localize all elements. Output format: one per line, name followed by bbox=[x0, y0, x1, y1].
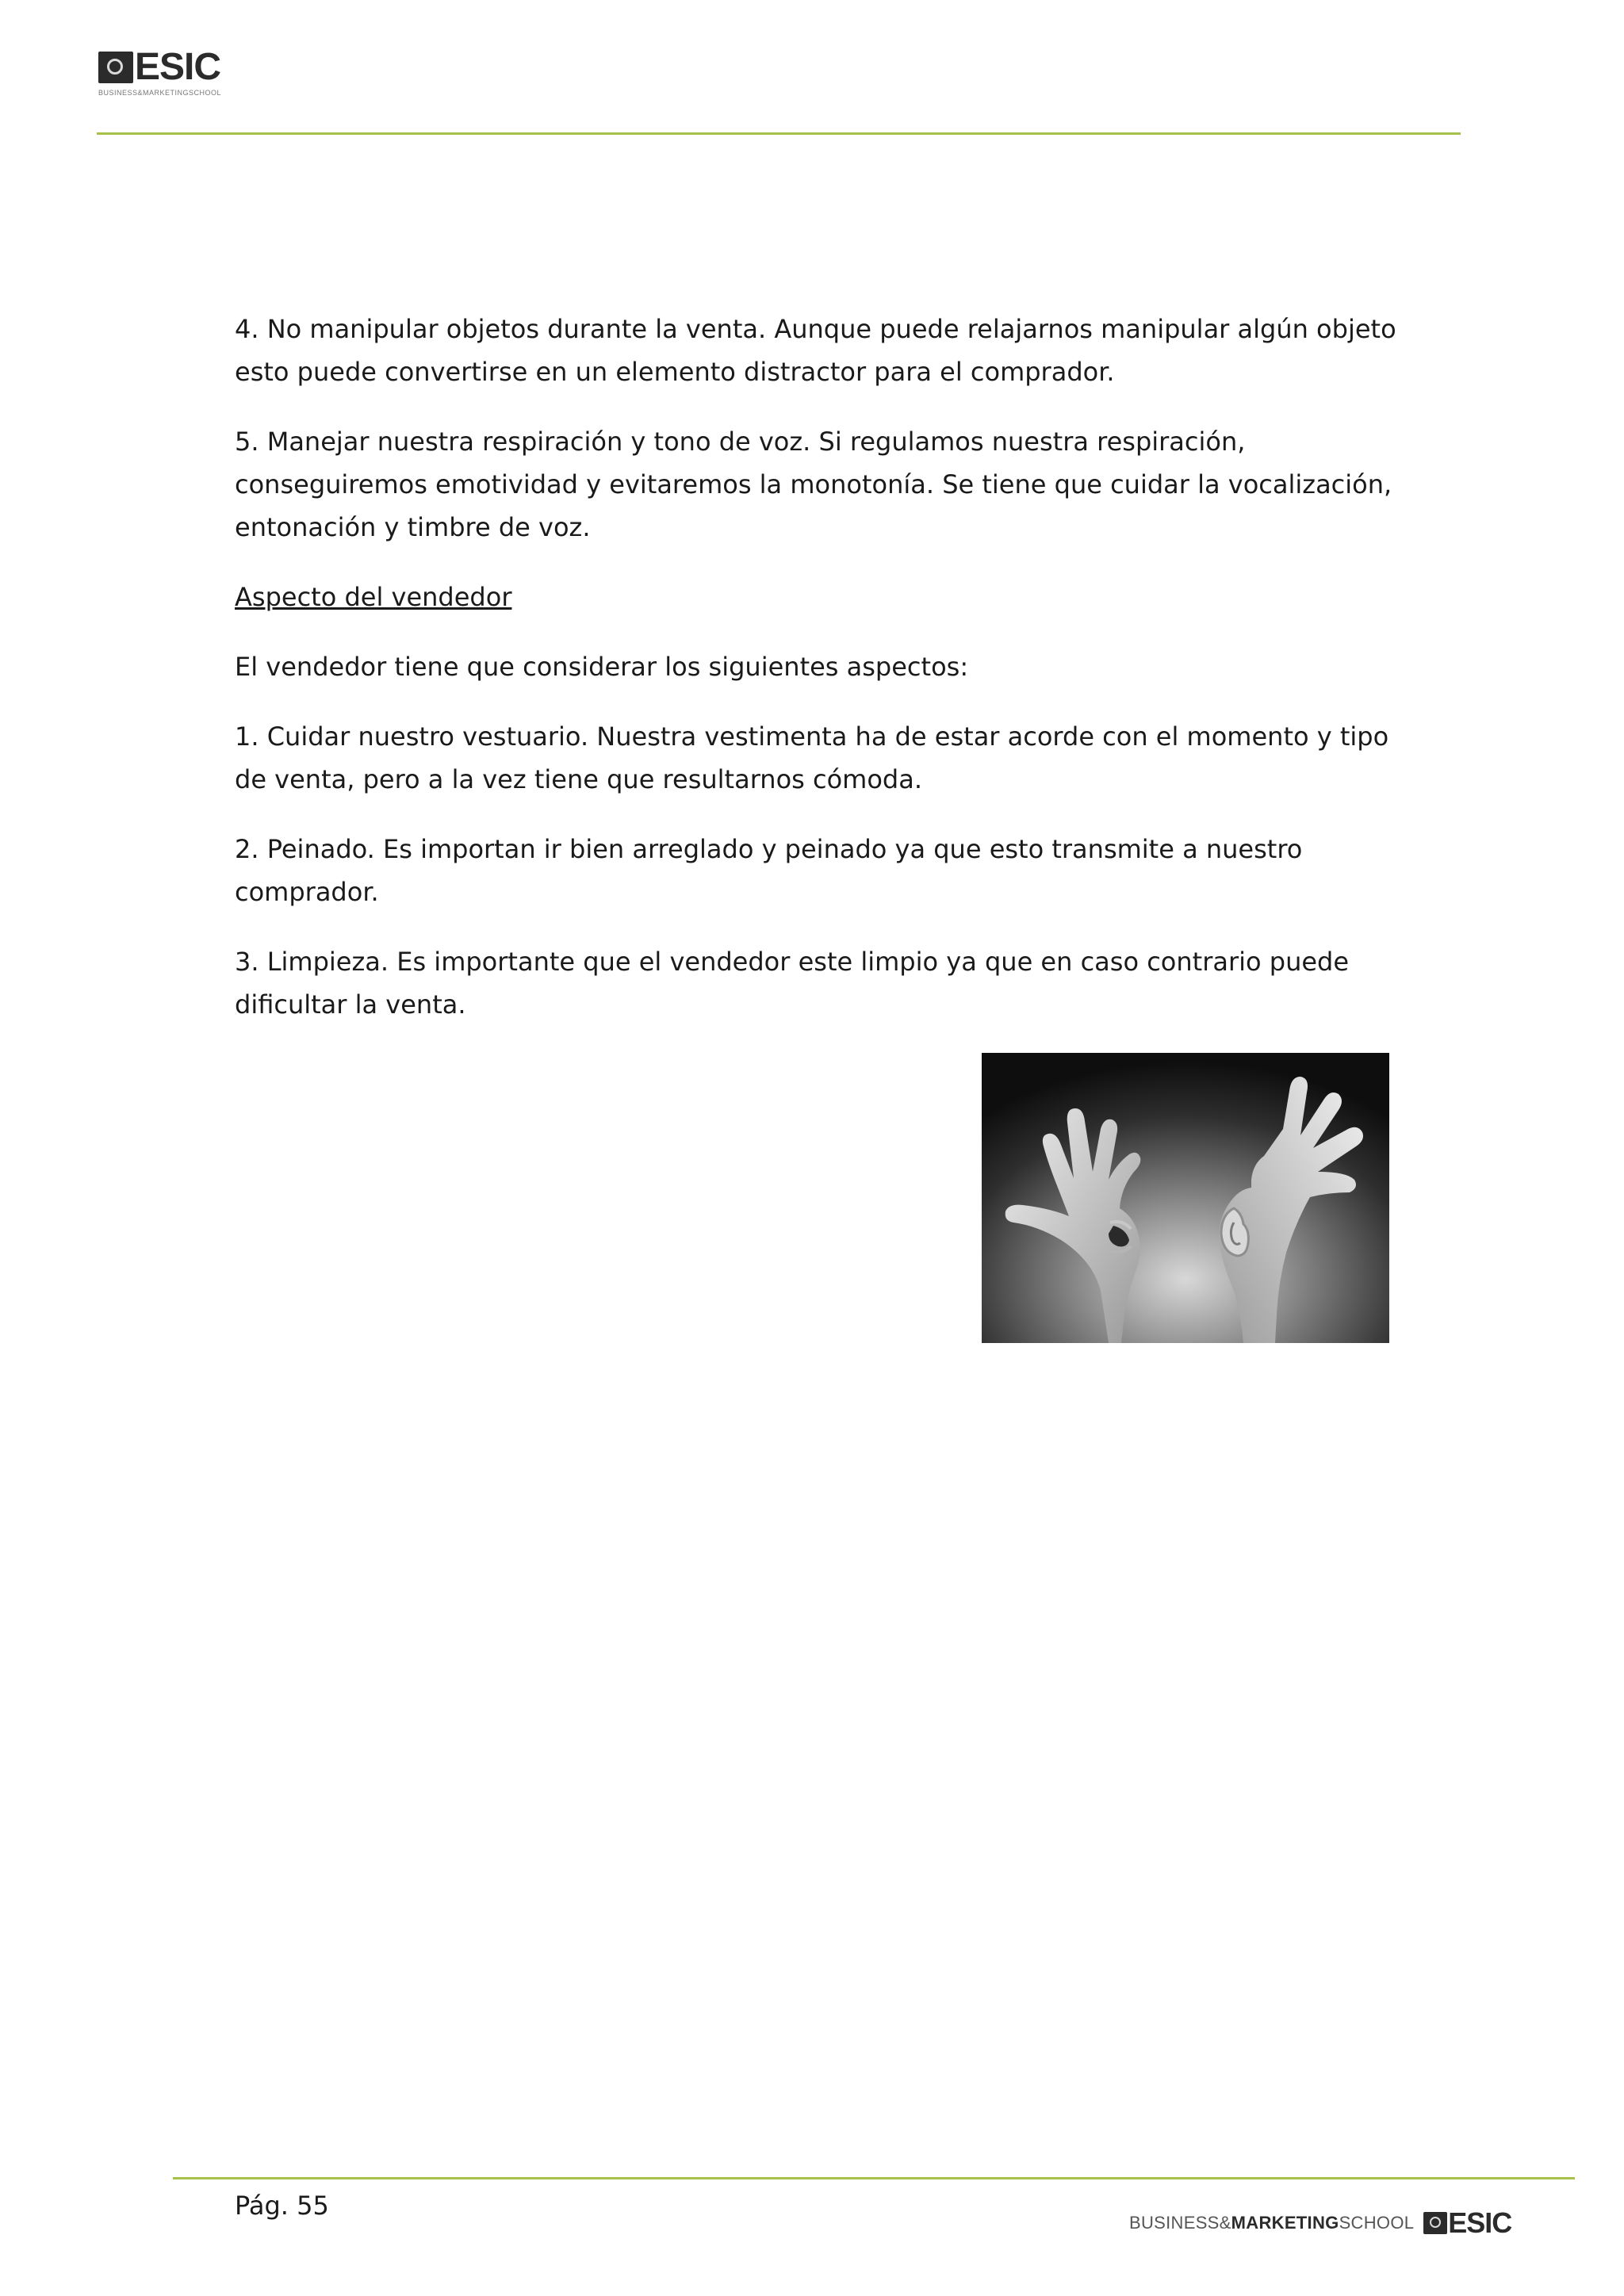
logo-row bbox=[98, 46, 254, 88]
footer-divider bbox=[173, 2177, 1575, 2179]
tagline-marketing: MARKETING bbox=[1231, 2213, 1339, 2233]
esic-emblem-icon bbox=[98, 52, 133, 83]
hands-communication-image bbox=[982, 1053, 1389, 1343]
tagline-school: SCHOOL bbox=[1339, 2213, 1415, 2233]
tagline-business: BUSINESS& bbox=[1129, 2213, 1231, 2233]
logo-tagline: BUSINESS&MARKETINGSCHOOL bbox=[98, 89, 222, 97]
hands-illustration bbox=[982, 1053, 1389, 1343]
footer-wordmark: ESIC bbox=[1448, 2206, 1512, 2239]
logo-wordmark: ESIC bbox=[135, 46, 221, 88]
header-divider bbox=[97, 132, 1461, 135]
esic-footer-emblem-icon bbox=[1423, 2212, 1447, 2234]
list-item-3: 3. Limpieza. Es importante que el vendedor este limpio ya que en caso contrario puede dificultar la venta. bbox=[235, 947, 1350, 1020]
list-item-1: 1. Cuidar nuestro vestuario. Nuestra vestimenta ha de estar acorde con el momento y tipo de venta, pero a la vez tiene que resultarnos cómoda. bbox=[235, 721, 1389, 794]
footer-brand bbox=[1129, 2207, 1511, 2239]
document-body bbox=[235, 308, 1424, 1053]
esic-header-logo bbox=[98, 46, 254, 101]
section-intro: El vendedor tiene que considerar los siguientes aspectos: bbox=[235, 652, 969, 682]
section-heading: Aspecto del vendedor bbox=[235, 582, 512, 612]
footer-tagline bbox=[1129, 2213, 1414, 2233]
paragraph-5: 5. Manejar nuestra respiración y tono de voz. Si regulamos nuestra respiración, conseguiremos emotividad y evitaremos la monotonía. Se tiene que cuidar la vocalización, entonación y timbre de voz. bbox=[235, 427, 1392, 542]
list-item-2: 2. Peinado. Es importan ir bien arreglado y peinado ya que esto transmite a nuestro comprador. bbox=[235, 834, 1303, 907]
page-number: Pág. 55 bbox=[235, 2191, 329, 2221]
paragraph-4: 4. No manipular objetos durante la venta. Aunque puede relajarnos manipular algún objeto esto puede convertirse en un elemento distractor para el comprador. bbox=[235, 314, 1396, 387]
